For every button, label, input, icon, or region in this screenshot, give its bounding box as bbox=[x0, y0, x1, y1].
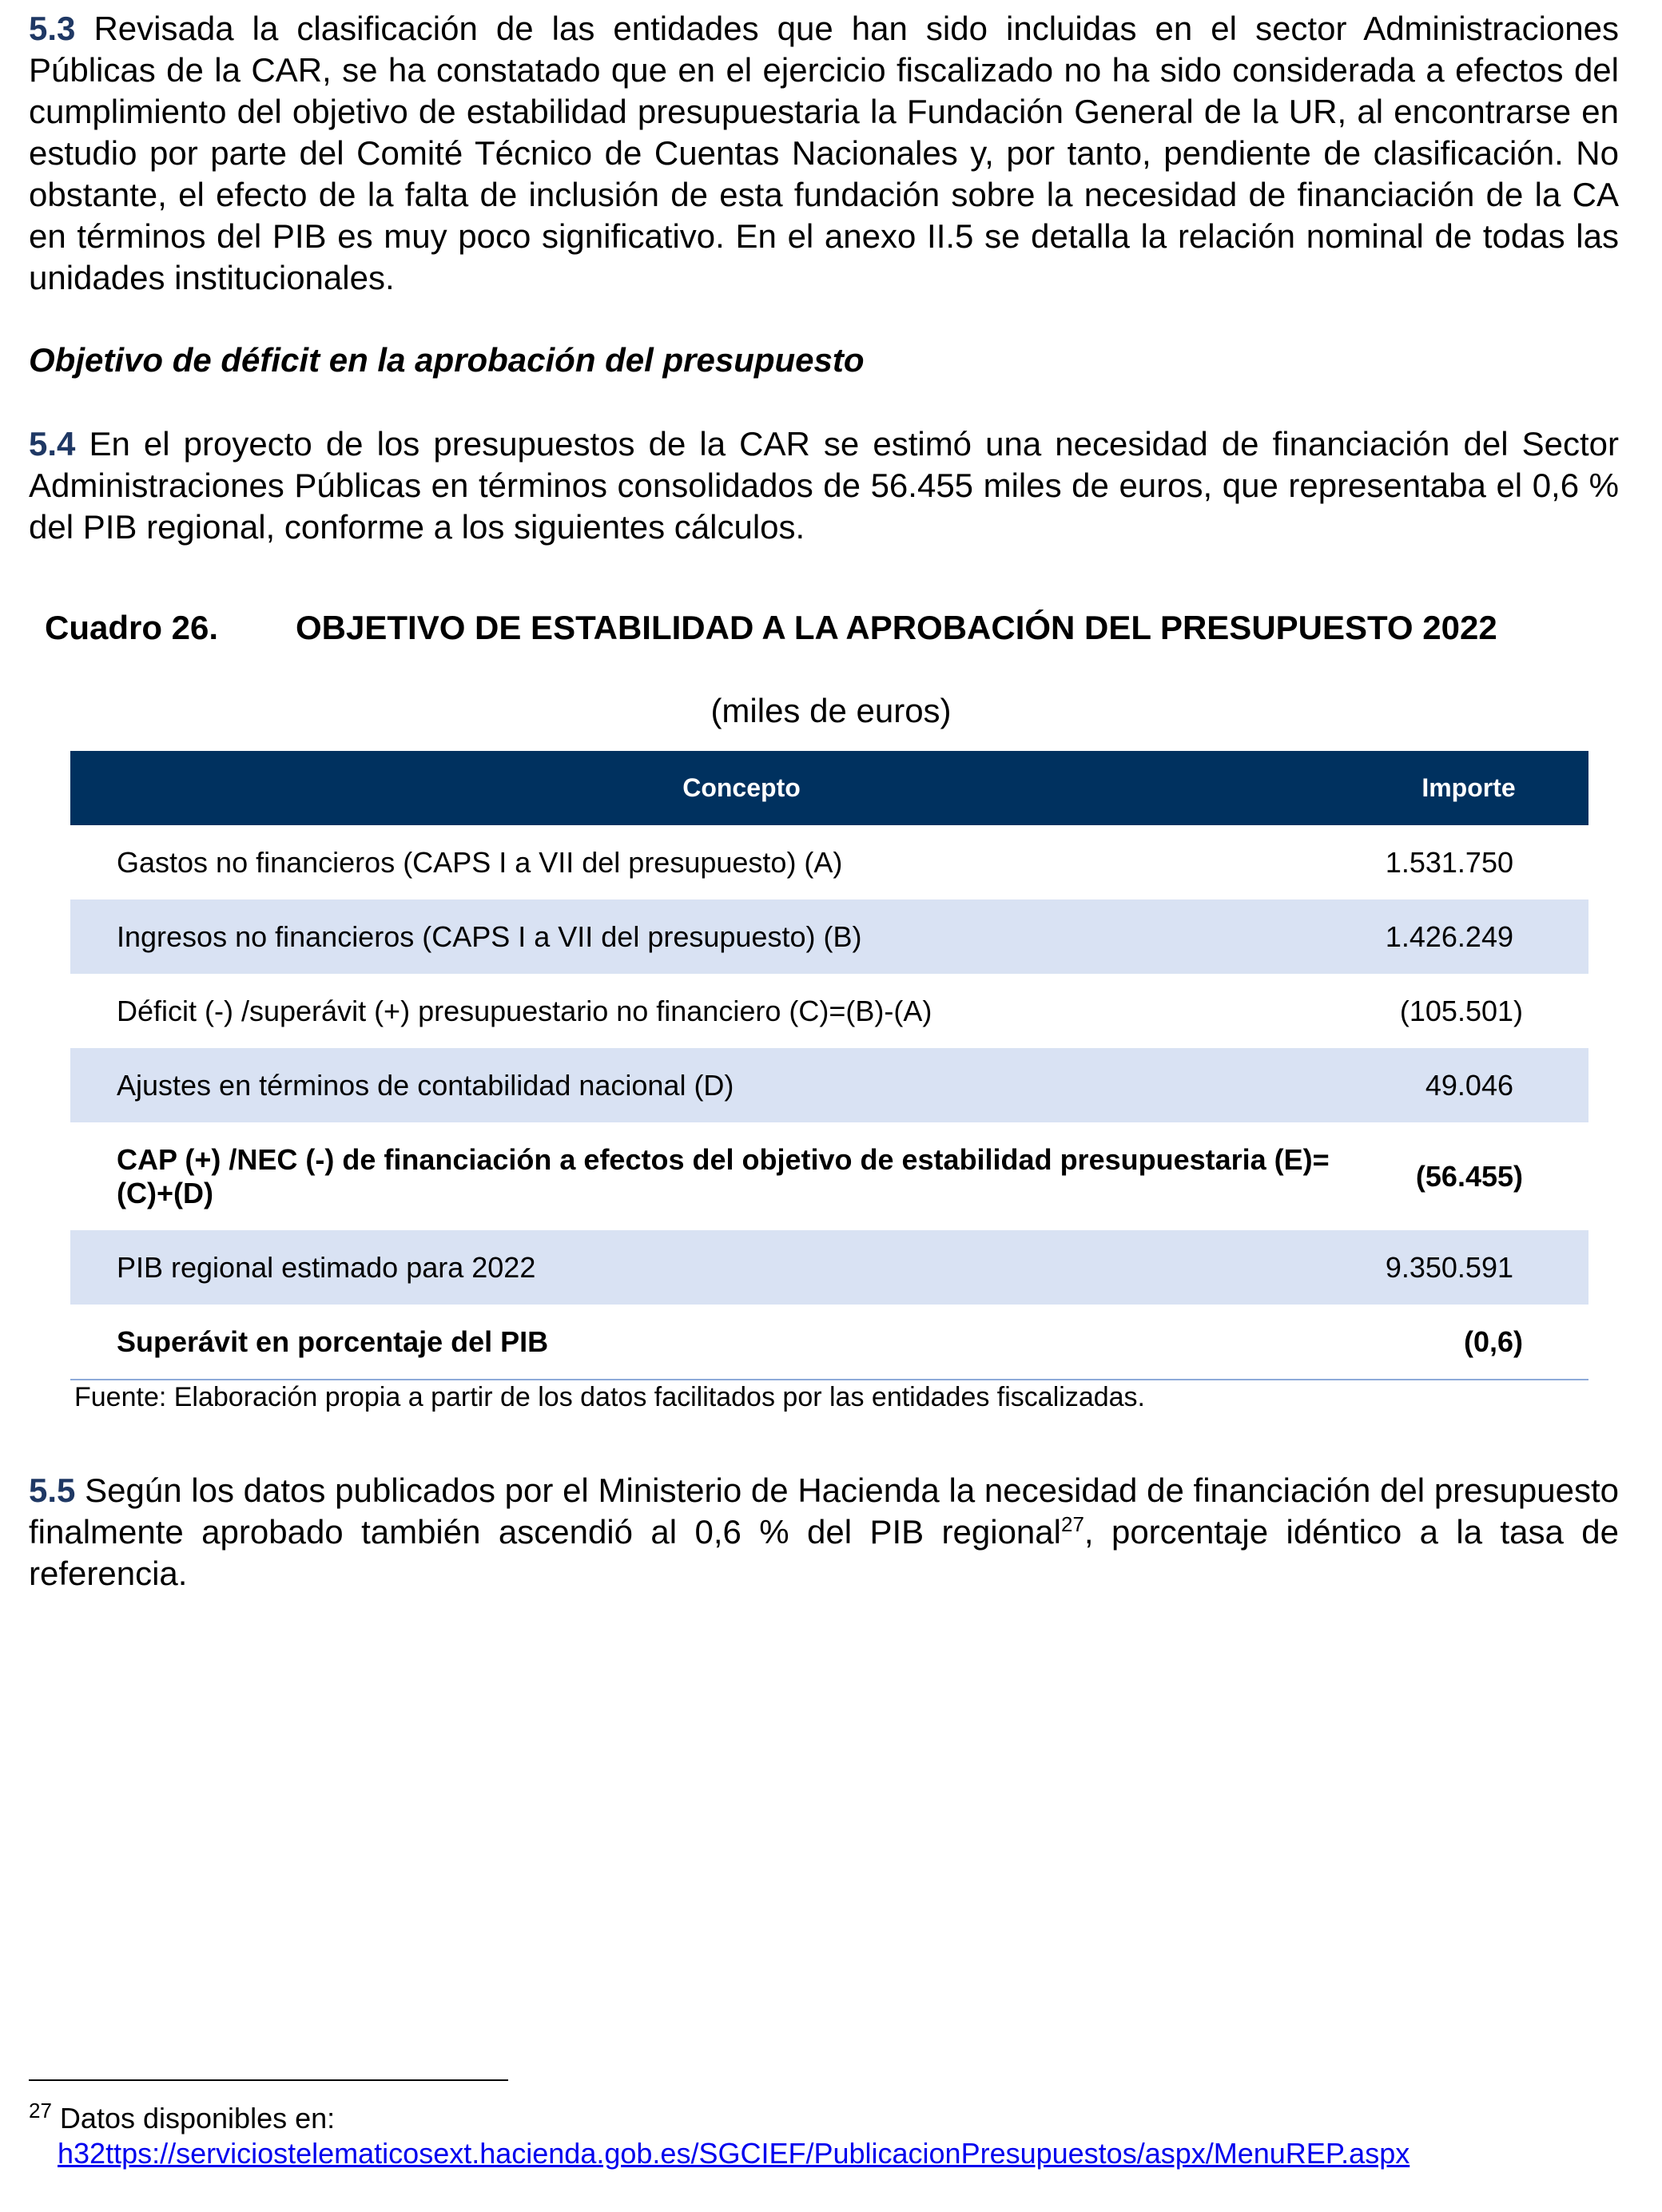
table-row bbox=[70, 1230, 1588, 1305]
section-heading: Objetivo de déficit en la aprobación del presupuesto bbox=[29, 341, 865, 379]
cell-importe: (56.455) bbox=[1415, 1159, 1523, 1193]
paragraph-number: 5.5 bbox=[29, 1471, 76, 1509]
column-header-importe: Importe bbox=[1349, 751, 1588, 825]
cell-importe: 9.350.591 bbox=[1349, 1230, 1588, 1305]
cell-concepto: Superávit en porcentaje del PIB bbox=[70, 1305, 1349, 1380]
cell-concepto: Ajustes en términos de contabilidad nacional (D) bbox=[70, 1048, 1349, 1122]
footnote-number: 27 bbox=[29, 2099, 52, 2123]
table-header-row bbox=[70, 751, 1588, 825]
table-source-note: Fuente: Elaboración propia a partir de los datos facilitados por las entidades fiscalizadas. bbox=[74, 1382, 1145, 1412]
column-header-concepto: Concepto bbox=[70, 751, 1349, 825]
stability-table bbox=[70, 751, 1588, 1380]
footnote-reference[interactable]: 27 bbox=[1060, 1512, 1084, 1536]
paragraph-5-3 bbox=[29, 8, 1619, 299]
footnote-separator bbox=[29, 2079, 508, 2081]
paragraph-text: Según los datos publicados por el Ministerio de Hacienda la necesidad de financiación del presupuesto finalmente aprobado también ascendió al 0,6 % del PIB regional bbox=[29, 1471, 1619, 1551]
table-row bbox=[70, 974, 1588, 1048]
cell-concepto: CAP (+) /NEC (-) de financiación a efectos del objetivo de estabilidad presupuestaria (E)=(C)+(D) bbox=[117, 1142, 1330, 1209]
footnote bbox=[29, 2101, 1410, 2171]
table-caption-title: OBJETIVO DE ESTABILIDAD A LA APROBACIÓN DEL PRESUPUESTO 2022 bbox=[296, 609, 1497, 646]
cell-importe: 49.046 bbox=[1349, 1048, 1588, 1122]
footnote-text: Datos disponibles en: bbox=[51, 2102, 336, 2135]
cell-concepto: Ingresos no financieros (CAPS I a VII del presupuesto) (B) bbox=[70, 899, 1349, 974]
footnote-link[interactable]: h32ttps://serviciostelematicosext.hacienda.gob.es/SGCIEF/PublicacionPresupuestos/aspx/MenuREP.aspx bbox=[58, 2137, 1410, 2170]
cell-importe: 1.426.249 bbox=[1349, 899, 1588, 974]
table-row bbox=[70, 899, 1588, 974]
paragraph-5-5 bbox=[29, 1470, 1619, 1594]
paragraph-text: Revisada la clasificación de las entidades que han sido incluidas en el sector Administraciones Públicas de la CAR, se ha constatado que en el ejercicio fiscalizado no ha sido considerada a efectos del cumplimiento del objetivo de estabilidad presupuestaria la Fundación General de la UR, al encontrarse en estudio por parte del Comité Técnico de Cuentas Nacionales y, por tanto, pendiente de clasificación. No obstante, el efecto de la falta de inclusión de esta fundación sobre la necesidad de financiación de la CA en términos del PIB es muy poco significativo. En el anexo II.5 se detalla la relación nominal de todas las unidades institucionales. bbox=[29, 10, 1619, 296]
paragraph-text-end: , porcentaje idéntico a la tasa de referencia. bbox=[29, 1513, 1619, 1592]
table-caption-label: Cuadro 26. bbox=[45, 609, 219, 646]
paragraph-5-4 bbox=[29, 423, 1619, 548]
cell-importe: (105.501) bbox=[1399, 994, 1523, 1027]
paragraph-number: 5.3 bbox=[29, 10, 76, 47]
paragraph-number: 5.4 bbox=[29, 425, 76, 463]
cell-concepto: Déficit (-) /superávit (+) presupuestario no financiero (C)=(B)-(A) bbox=[117, 994, 932, 1027]
cell-concepto: Gastos no financieros (CAPS I a VII del presupuesto) (A) bbox=[117, 845, 843, 879]
table-row-total bbox=[70, 1305, 1588, 1380]
cell-concepto: PIB regional estimado para 2022 bbox=[70, 1230, 1349, 1305]
table-row bbox=[70, 1048, 1588, 1122]
table-caption bbox=[45, 609, 1619, 647]
cell-importe: 1.531.750 bbox=[1385, 845, 1513, 879]
table-row bbox=[70, 825, 1588, 899]
table-units: (miles de euros) bbox=[710, 692, 952, 729]
cell-importe: (0,6) bbox=[1349, 1305, 1588, 1380]
table-row-total bbox=[70, 1122, 1588, 1230]
paragraph-text: En el proyecto de los presupuestos de la CAR se estimó una necesidad de financiación del Sector Administraciones Públicas en términos consolidados de 56.455 miles de euros, que representaba el 0,6 % del PIB regional, conforme a los siguientes cálculos. bbox=[29, 425, 1619, 546]
